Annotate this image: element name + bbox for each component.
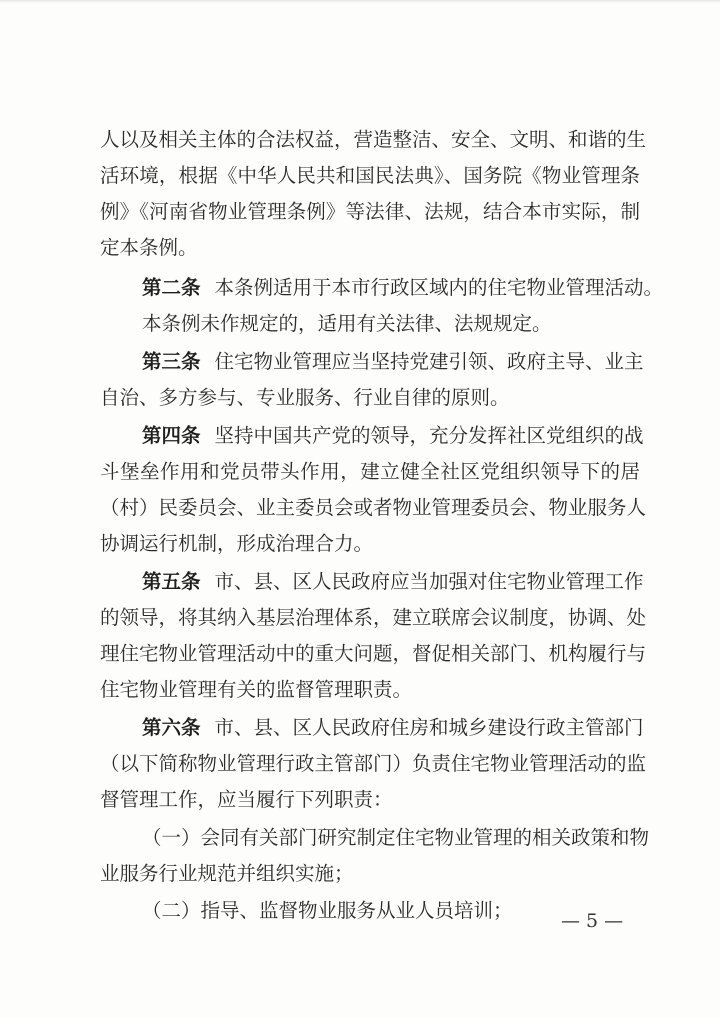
- body-line-1: 人以及相关主体的合法权益，营造整洁、安全、文明、和谐的生: [100, 128, 647, 151]
- article-6-item-2-line-1: （二）指导、监督物业服务从业人员培训；: [142, 899, 513, 922]
- article-2-line-2: 本条例未作规定的，适用有关法律、法规规定。: [142, 312, 552, 335]
- article-5-line-1: [142, 564, 644, 600]
- article-4-text: 坚持中国共产党的领导，充分发挥社区党组织的战: [214, 424, 644, 447]
- article-3-text: 住宅物业管理应当坚持党建引领、政府主导、业主: [214, 350, 644, 373]
- article-4-line-3: （村）民委员会、业主委员会或者物业管理委员会、物业服务人: [100, 496, 647, 519]
- article-5-line-3: 理住宅物业管理活动中的重大问题，督促相关部门、机构履行与: [100, 642, 647, 665]
- body-line-3: 例》《河南省物业管理条例》等法律、法规，结合本市实际，制: [100, 200, 640, 223]
- page-number: — 5 —: [561, 910, 624, 932]
- article-6-line-2: （以下简称物业管理行政主管部门）负责住宅物业管理活动的监: [100, 752, 647, 775]
- article-2-text: 本条例适用于本市行政区域内的住宅物业管理活动。: [214, 276, 664, 299]
- article-6-text: 市、县、区人民政府住房和城乡建设行政主管部门: [214, 716, 644, 739]
- article-6-item-1-line-1: （一）会同有关部门研究制定住宅物业管理的相关政策和物: [142, 826, 650, 849]
- article-5-text: 市、县、区人民政府应当加强对住宅物业管理工作: [214, 570, 644, 593]
- article-5-heading: 第五条: [142, 570, 201, 593]
- article-3-line-2: 自治、多方参与、专业服务、行业自律的原则。: [100, 386, 510, 409]
- article-4-line-4: 协调运行机制，形成治理合力。: [100, 532, 374, 555]
- body-line-2: 活环境，根据《中华人民共和国民法典》、国务院《物业管理条: [100, 164, 640, 187]
- article-4-line-1: [142, 418, 644, 454]
- article-6-heading: 第六条: [142, 716, 201, 739]
- article-2-line-1: [142, 270, 663, 306]
- article-6-line-1: [142, 710, 644, 746]
- article-4-heading: 第四条: [142, 424, 201, 447]
- scan-edge: [0, 0, 720, 3]
- article-3-heading: 第三条: [142, 350, 201, 373]
- article-5-line-4: 住宅物业管理有关的监督管理职责。: [100, 678, 413, 701]
- article-3-line-1: [142, 344, 644, 380]
- article-6-line-3: 督管理工作，应当履行下列职责：: [100, 788, 393, 811]
- article-5-line-2: 的领导，将其纳入基层治理体系，建立联席会议制度，协调、处: [100, 606, 647, 629]
- article-4-line-2: 斗堡垒作用和党员带头作用，建立健全社区党组织领导下的居: [100, 460, 640, 483]
- article-6-item-1-line-2: 业服务行业规范并组织实施；: [100, 862, 354, 885]
- article-2-heading: 第二条: [142, 276, 201, 299]
- body-line-4: 定本条例。: [100, 236, 198, 259]
